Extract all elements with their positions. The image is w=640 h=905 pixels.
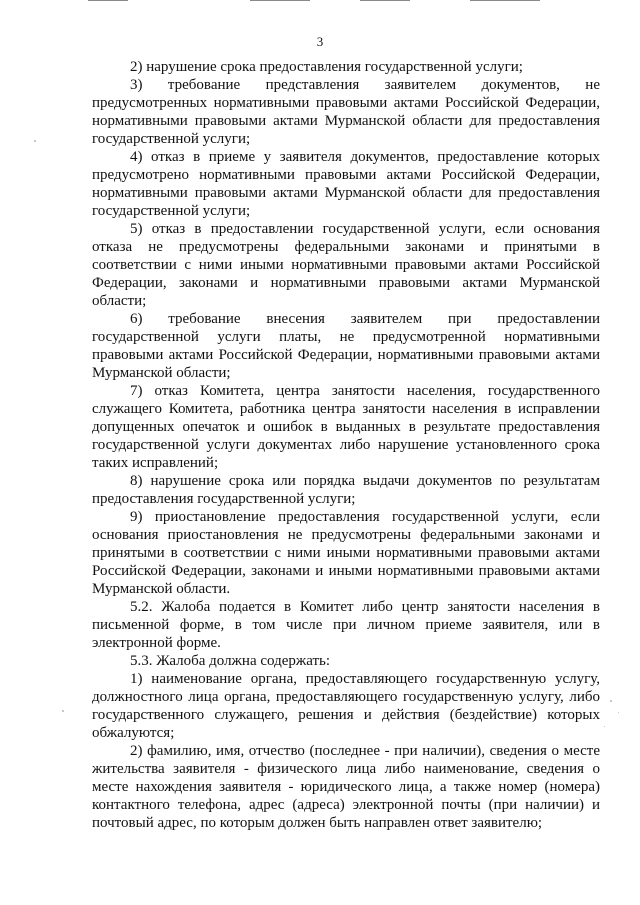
scan-speck [618, 712, 619, 713]
paragraph-item-7: 7) отказ Комитета, центра занятости населения, государственного служащего Комитета, работника центра занятости населения в исправлении допущенных опечаток и ошибок в выданных в результате предоставления государственной услуги документах либо нарушение установленного срока таких исправлений; [92, 383, 600, 471]
paragraph-item-6: 6) требование внесения заявителем при предоставлении государственной услуги платы, не предусмотренной нормативными правовыми актами Российской Федерации, нормативными правовыми актами Мурманской области; [92, 311, 600, 381]
scan-edge-line [88, 0, 128, 1]
paragraph-item-4: 4) отказ в приеме у заявителя документов, предоставление которых предусмотрено нормативными правовыми актами Российской Федерации, нормативными правовыми актами Мурманской области для предоставления государственной услуги; [92, 149, 600, 219]
scan-edge-line [360, 0, 410, 1]
page-number: 3 [316, 34, 324, 49]
paragraph-5-3: 5.3. Жалоба должна содержать: [130, 653, 331, 669]
scan-edge-line [470, 0, 540, 1]
paragraph-item-9: 9) приостановление предоставления государственной услуги, если основания приостановления не предусмотрены федеральными законами и принятыми в соответствии с ними иными нормативными правовыми актами Российской Федерации, законами и иными нормативными правовыми актами Мурманской области. [92, 509, 600, 597]
scan-speck [610, 700, 612, 702]
scan-speck [62, 710, 64, 712]
paragraph-item-3: 3) требование представления заявителем документов, не предусмотренных нормативными правовыми актами Российской Федерации, нормативными правовыми актами Мурманской области для предоставления государственной услуги; [92, 77, 600, 147]
paragraph-complaint-item-1: 1) наименование органа, предоставляющего государственную услугу, должностного лица органа, предоставляющего государственную услугу, либо государственного служащего, решения и действия (бездействие) которых обжалуются; [92, 671, 600, 741]
scan-speck [604, 726, 605, 727]
paragraph-item-8: 8) нарушение срока или порядка выдачи документов по результатам предоставления государственной услуги; [92, 473, 600, 507]
scan-speck [34, 140, 36, 142]
paragraph-item-2: 2) нарушение срока предоставления государственной услуги; [130, 59, 523, 75]
scan-edge-line [250, 0, 310, 1]
document-body [92, 58, 600, 832]
paragraph-complaint-item-2: 2) фамилию, имя, отчество (последнее - при наличии), сведения о месте жительства заявителя - физического лица либо наименование, сведения о месте нахождения заявителя - юридического лица, а также номер (номера) контактного телефона, адрес (адреса) электронной почты (при наличии) и почтовый адрес, по которым должен быть направлен ответ заявителю; [92, 743, 600, 831]
paragraph-5-2: 5.2. Жалоба подается в Комитет либо центр занятости населения в письменной форме, в том числе при личном приеме заявителя, или в электронной форме. [92, 599, 600, 651]
paragraph-item-5: 5) отказ в предоставлении государственной услуги, если основания отказа не предусмотрены федеральными законами и принятыми в соответствии с ними иными нормативными правовыми актами Российской Федерации, законами и нормативными правовыми актами Мурманской области; [92, 221, 600, 309]
